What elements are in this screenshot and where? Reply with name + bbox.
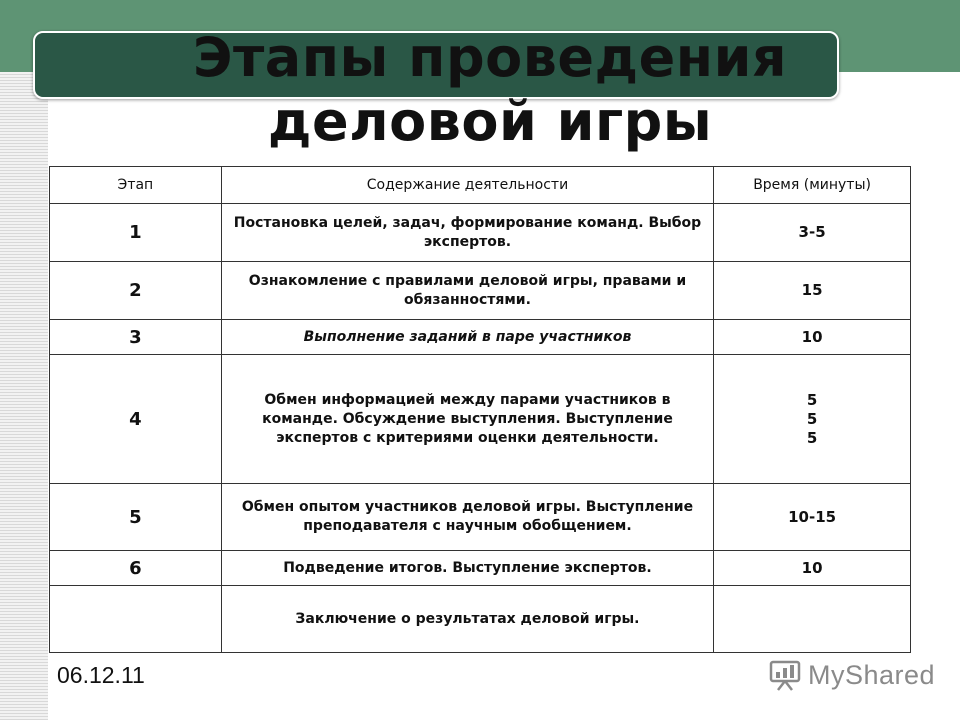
time-value: 5 [806,409,818,428]
table-row [50,586,911,653]
presentation-board-icon [768,658,802,692]
stage-time [714,262,911,320]
stage-content: Ознакомление с правилами деловой игры, правами и обязанностями. [221,262,713,320]
stage-content: Заключение о результатах деловой игры. [221,586,713,653]
table-row [50,355,911,484]
time-value: 5 [806,428,818,447]
table-row [50,484,911,551]
stage-time [714,586,911,653]
stage-content: Подведение итогов. Выступление экспертов. [221,551,713,586]
brand-logo[interactable] [768,656,935,694]
left-stripe [0,72,48,720]
header-content: Содержание деятельности [221,167,713,204]
stage-number: 1 [50,204,222,262]
table-row [50,320,911,355]
table-row [50,262,911,320]
stage-time [714,204,911,262]
header-stage: Этап [50,167,222,204]
stage-number: 2 [50,262,222,320]
table-row [50,204,911,262]
time-value: 3-5 [798,223,826,241]
slide-title: Этапы проведения деловой игры [192,26,788,153]
table-row [50,551,911,586]
stage-number: 5 [50,484,222,551]
stage-number: 6 [50,551,222,586]
slide-date: 06.12.11 [57,662,145,688]
time-value: 5 [806,390,818,409]
stage-number: 3 [50,320,222,355]
table-header-row [50,167,911,204]
stage-number [50,586,222,653]
stage-time [714,320,911,355]
header-time: Время (минуты) [714,167,911,204]
stage-content: Обмен информацией между парами участников в команде. Обсуждение выступления. Выступление экспертов с критериями оценки деятельности. [221,355,713,484]
stages-table [49,166,911,653]
brand-name: MyShared [808,659,936,690]
stage-time [714,551,911,586]
time-value: 10-15 [788,507,837,526]
time-value: 10 [801,327,823,346]
time-value: 15 [801,281,823,299]
time-value: 10 [801,558,823,577]
stage-time [714,355,911,484]
stage-content: Выполнение заданий в паре участников [221,320,713,355]
stage-content: Постановка целей, задач, формирование команд. Выбор экспертов. [221,204,713,262]
stage-content: Обмен опытом участников деловой игры. Выступление преподавателя с научным обобщением. [221,484,713,551]
stage-time [714,484,911,551]
stage-number: 4 [50,355,222,484]
